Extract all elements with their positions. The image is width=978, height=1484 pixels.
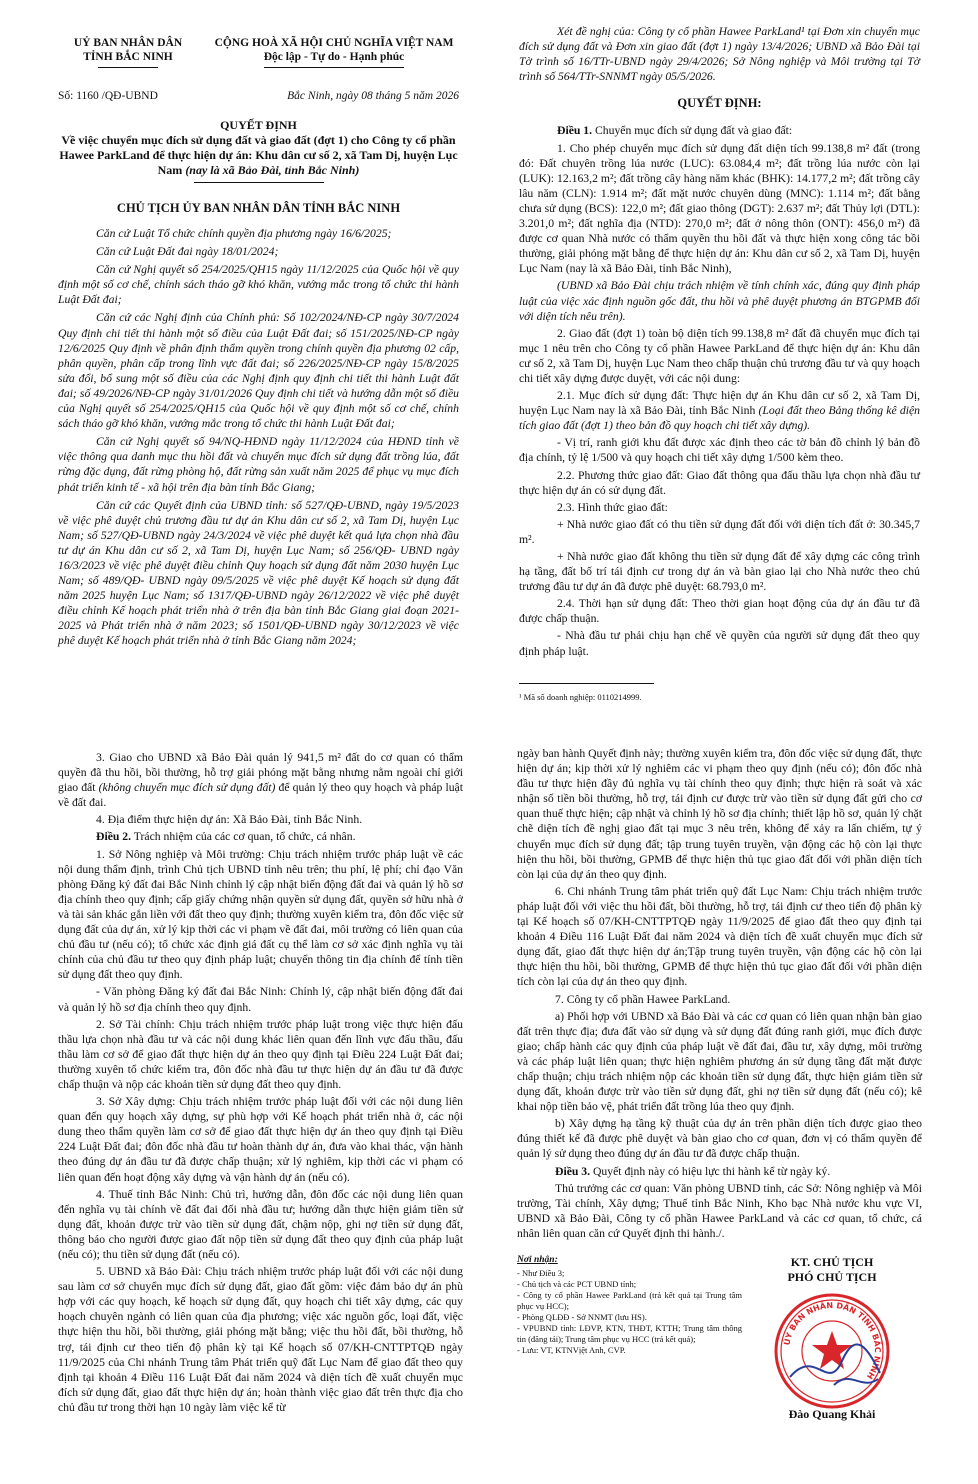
subject-underline bbox=[194, 182, 324, 183]
recipient-item: - Như Điều 3; bbox=[517, 1268, 565, 1278]
seal-stamp-icon bbox=[770, 1289, 894, 1413]
article-1-clause-2-4: 2.4. Thời hạn sử dụng đất: Theo thời gian hoạt động của dự án đầu tư đã được chấp thuận. bbox=[519, 597, 920, 626]
page-2 bbox=[489, 0, 978, 742]
article-2-item-7: 7. Công ty cổ phần Hawee ParkLand. bbox=[555, 992, 731, 1006]
article-1-clause-3: 3. Giao cho UBND xã Bảo Đài quản lý 941,5 m² đất do cơ quan có thẩm quyền đã thu hồi, bồi thường, hỗ trợ giải phóng mặt bằng nhưng nằm ngoài chỉ giới giao đất (không chuyển mục đích sử dụng đất) để quản lý theo quy hoạch và pháp luật về đất đai. bbox=[58, 751, 463, 810]
decision-heading: QUYẾT ĐỊNH: bbox=[677, 96, 762, 111]
signature-section bbox=[517, 1255, 922, 1422]
authority-underline bbox=[98, 67, 158, 68]
preamble-item: Căn cứ Nghị quyết số 254/2025/QH15 ngày 11/12/2025 của Quốc hội về quy định một số cơ chế, chính sách tháo gỡ khó khăn, vướng mắc trong tổ chức thi hành Luật Đất đai; bbox=[58, 263, 459, 307]
preamble-item: Căn cứ các Quyết định của UBND tỉnh: số 527/QĐ-UBND, ngày 19/5/2023 về việc phê duyệt chủ trương đầu tư dự án Khu dân cư số 2, xã Tam Dị, huyện Lục Nam; số 527/QĐ-UBND ngày 24/3/2024 về việc phê duyệt kết quả lựa chọn nhà đầu tư dự án Khu dân cư số 2, xã Tam Dị, huyện Lục Nam; số 256/QĐ- UBND ngày 16/3/2023 về việc phê duyệt điều chỉnh Quy hoạch sử dụng đất năm 2030 huyện Lục Nam; số 489/QĐ- UBND ngày 09/5/2025 về việc phê duyệt Kế hoạch sử dụng đất năm 2025 huyện Lục Nam; số 1317/QĐ-UBND ngày 26/12/2022 về việc phê duyệt điều chỉnh Kế hoạch phát triển nhà ở trên địa bàn tỉnh Bắc Giang giai đoạn 2021-2025 và Phát triển nhà ở năm 2023; số 1501/QĐ-UBND ngày 30/12/2023 về việc phê duyệt Kế hoạch phát triển nhà ở tỉnh Bắc Giang năm 2024; bbox=[58, 498, 459, 648]
preamble-item: Căn cứ Luật Tổ chức chính quyền địa phương ngày 16/6/2025; bbox=[96, 227, 392, 240]
recipient-item: - VPUBND tỉnh: LĐVP, KTN, THĐT, KTTH; Trung tâm thông tin (đăng tải); Trung tâm phục vụ HCC (trả kết quả); bbox=[517, 1323, 742, 1344]
footnote-separator bbox=[519, 683, 654, 684]
article-2-item-1: 1. Sở Nông nghiệp và Môi trường: Chịu trách nhiệm trước pháp luật về các nội dung thẩm định, trình Chủ tịch UBND tỉnh nêu trên; thu phí, lệ phí; chỉ đạo Văn phòng Đăng ký đất đai Bắc Ninh chỉnh lý cập nhật biến động đất đai và quản lý hồ sơ địa chính theo quy định; cấp giấy chứng nhận quyền sử dụng đất, quyền sở hữu nhà ở và tài sản khác gắn liền với đất theo quy định; thường xuyên kiểm tra, đôn đốc việc sử dụng đất của dự án, xử lý kịp thời các vi phạm về đất đai, môi trường có liên quan của chủ đầu tư (nếu có); tổ chức xác định giá đất cụ thể làm cơ sở xác định nghĩa vụ tài chính của chủ đầu tư theo quy định pháp luật; chuyển thông tin địa chính để tính tiền sử dụng đất theo quy định. bbox=[58, 847, 463, 982]
footnote: ¹ Mã số doanh nghiệp: 0110214999. bbox=[519, 691, 642, 702]
national-motto: Độc lập - Tự do - Hạnh phúc bbox=[263, 51, 405, 63]
signer-role-1: KT. CHỦ TỊCH bbox=[790, 1255, 874, 1269]
recipient-item: - Phòng QLĐĐ - Sở NNMT (lưu HS). bbox=[517, 1312, 647, 1322]
article-1-clause-2: 2. Giao đất (đợt 1) toàn bộ diện tích 99.138,8 m² đất đã chuyển mục đích tại mục 1 nêu trên cho Công ty cổ phần Hawee ParkLand để thực hiện dự án: Khu dân cư số 2, xã Tam Dị, huyện Lục Nam theo chấp thuận chủ trương đầu tư và quy hoạch chi tiết xây dựng được duyệt, với các nội dung: bbox=[519, 326, 920, 385]
article-2-item-5: 5. UBND xã Bảo Đài: Chịu trách nhiệm trước pháp luật đối với các nội dung sau làm cơ sở chuyển mục đích sử dụng đất, giao đất gồm: việc đảm bảo dự án phù hợp với các quy hoạch, kế hoạch sử dụng đất, quy hoạch chi tiết xây dựng, các quy hoạch chuyên ngành có liên quan của địa phương; việc xác nguồn gốc, loại đất, việc thực hiện thu hồi, bồi thường, giải phóng mặt bằng; việc thu hồi đất, bồi thường, hỗ trợ, tái định cư theo tiến độ phân kỳ tại Kế hoạch số 07/KH-CNTTPTQĐ ngày 11/9/2025 của Chi nhánh Trung tâm Phát triển quỹ đất Lục Nam để giao đất theo quy định tại khoản 4 Điều 116 Luật Đất đai năm 2024 và diện tích đề xuất chuyển mục đích sử dụng đất, giao đất thực hiện dự án; hoàn thành việc giao đất trên thực địa cho chủ đầu tư trong thời hạn 10 ngày làm việc kể từ bbox=[58, 1265, 463, 1414]
seal-text: ỦY BAN NHÂN DÂN TỈNH BẮC NINH bbox=[782, 1300, 883, 1381]
article-1-clause-2-4-b: - Nhà đầu tư phải chịu hạn chế về quyền của người sử dụng đất theo quy định pháp luật. bbox=[519, 629, 920, 658]
motto-underline bbox=[264, 67, 404, 68]
page-3 bbox=[0, 742, 489, 1484]
article-1-clause-2-2: 2.2. Phương thức giao đất: Giao đất thông qua đấu thầu lựa chọn nhà đầu tư thực hiện dự án có sử dụng đất. bbox=[519, 468, 920, 497]
article-1-clause-4: 4. Địa điểm thực hiện dự án: Xã Bảo Đài, tỉnh Bắc Ninh. bbox=[96, 813, 363, 827]
article-2-item-5-continued: ngày ban hành Quyết định này; thường xuyên kiểm tra, đôn đốc việc sử dụng đất, thực hiện dự án; kịp thời xử lý nghiêm các vi phạm theo quy định (nếu có); đôn đốc nhà đầu tư thực hiện đầy đủ nghĩa vụ tài chính theo quy định; thực hiện rà soát và xác nhận số tiền bồi thường, hỗ trợ, tái định cư được trừ vào tiền sử dụng đất gửi cho cơ quan thuế thực hiện; cập nhật và chỉnh lý hồ sơ địa chính; thiết lập hồ sơ, quản lý chặt chẽ diện tích đề nghị giao đất tại mục 3 nêu trên, không để xảy ra lấn chiếm, tự ý chuyển mục đích sử dụng đất; tập trung tuyên truyền, vận động các hộ còn lại thực hiện thu hồi, bồi thường, GPMB để thực hiện thủ tục giao đất đối với phần diện tích còn lại của dự án theo quy định. bbox=[517, 747, 922, 881]
chairman-heading: CHỦ TỊCH ỦY BAN NHÂN DÂN TỈNH BẮC NINH bbox=[116, 201, 401, 215]
article-1-clause-1: 1. Cho phép chuyển mục đích sử dụng đất diện tích 99.138,8 m² đất (trong đó: Đất chuyên trồng lúa nước (LUC): 63.084,4 m²; đất trồng lúa nước còn lại (LUK): 12.163,2 m²; đất trồng cây hàng năm khác (BHK): 14.177,2 m²; đất trồng cây lâu năm (CLN): 1.914 m²; đất mặt nước chuyên dùng (MNC): 1.114 m²; đất bằng chưa sử dụng (BCS): 122,0 m²; đất giao thông (DGT): 2.637 m²; đất Thủy lợi (DTL): 3.201,0 m²; đất nghĩa địa (NTD): 270,0 m²; đất ở nông thôn (ONT): 456,0 m²) đã được cơ quan Nhà nước có thẩm quyền thu hồi đất và thực hiện xong công tác bồi thường, giải phóng mặt bằng để thực hiện dự án: Khu dân cư số 2, xã Tam Dị, huyện Lục Nam (nay là xã Bảo Đài, tỉnh Bắc Ninh), bbox=[519, 141, 920, 276]
official-seal bbox=[770, 1289, 894, 1413]
page-4 bbox=[489, 742, 978, 1484]
article-2-item-7-b: b) Xây dựng hạ tầng kỹ thuật của dự án trên phần diện tích được giao theo đúng thiết kế đã được phê duyệt và bàn giao cho cơ quan, đơn vị có thẩm quyền để quản lý sử dụng theo đúng dự án đầu tư đã được chấp thuận. bbox=[517, 1117, 922, 1161]
article-1-clause-1-note: (UBND xã Bảo Đài chịu trách nhiệm về tính chính xác, đúng quy định pháp luật của việc xác định nguồn gốc đất, thu hồi và phê duyệt phương án BTGPMB đối với diện tích nêu trên). bbox=[519, 279, 920, 323]
article-3: Điều 3. Quyết định này có hiệu lực thi hành kể từ ngày ký. bbox=[555, 1164, 831, 1178]
article-1-clause-2-3-a: + Nhà nước giao đất có thu tiền sử dụng đất đối với diện tích đất ở: 30.345,7 m². bbox=[519, 517, 920, 546]
recipient-item: - Công ty cổ phần Hawee ParkLand (trả kết quả tại Trung tâm phục vụ HCC); bbox=[517, 1290, 742, 1311]
signature-block bbox=[742, 1255, 922, 1422]
signer-name: Đào Quang Khải bbox=[788, 1407, 876, 1421]
nation-name: CỘNG HOÀ XÃ HỘI CHỦ NGHĨA VIỆT NAM bbox=[214, 37, 454, 49]
national-title bbox=[209, 36, 459, 68]
preamble-item: Căn cứ Luật Đất đai ngày 18/01/2024; bbox=[96, 245, 279, 259]
execution-clause: Thủ trưởng các cơ quan: Văn phòng UBND tỉnh, các Sở: Nông nghiệp và Môi trường, Tài chính, Xây dựng; Thuế tỉnh Bắc Ninh, Kho bạc Nhà nước khu vực VI, UBND xã Bảo Đài, Công ty cổ phần Hawee ParkLand và các cơ quan, tổ chức, cá nhân liên quan căn cứ Quyết định thi hành./. bbox=[517, 1181, 922, 1240]
document-date: Bắc Ninh, ngày 08 tháng 5 năm 2026 bbox=[287, 90, 459, 102]
article-2-item-6: 6. Chi nhánh Trung tâm phát triển quỹ đất Lục Nam: Chịu trách nhiệm trước pháp luật đối với việc thu hồi đất, bồi thường, hỗ trợ, tái định cư theo tiến độ phân kỳ tại Kế hoạch số 07/KH-CNTTPTQĐ ngày 11/9/2025 để giao đất theo quy định tại khoản 4 Điều 116 Luật Đất đai năm 2024 và diện tích đề xuất chuyển mục đích sử dụng đất, giao đất thực hiện dự án;Tập trung tuyên truyền, vận động các hộ còn lại thực hiện thu hồi, bồi thường, GPMB để thực hiện thủ tục giao đất đối với phần diện tích còn lại của dự án theo quy định. bbox=[517, 884, 922, 989]
article-2-item-1-b: - Văn phòng Đăng ký đất đai Bắc Ninh: Chỉnh lý, cập nhật biến động đất đai và quản lý hồ sơ địa chính theo quy định. bbox=[58, 985, 463, 1014]
page-1 bbox=[0, 0, 489, 742]
document-subject: Về việc chuyển mục đích sử dụng đất và giao đất (đợt 1) cho Công ty cổ phần Hawee ParkLand để thực hiện dự án: Khu dân cư số 2, xã Tam Dị, huyện Lục Nam (nay là xã Bảo Đài, tỉnh Bắc Ninh) bbox=[59, 133, 458, 177]
issuing-authority: UỶ BAN NHÂN DÂN TỈNH BẮC NINH bbox=[58, 36, 198, 68]
signer-role-2: PHÓ CHỦ TỊCH bbox=[787, 1270, 877, 1284]
document-number: Số: 1160 /QĐ-UBND bbox=[58, 90, 158, 102]
article-1-clause-2-3: 2.3. Hình thức giao đất: bbox=[557, 500, 668, 514]
article-2-heading: Điều 2. Trách nhiệm của các cơ quan, tổ chức, cá nhân. bbox=[96, 830, 356, 844]
preamble-item: Căn cứ các Nghị định của Chính phủ: Số 102/2024/NĐ-CP ngày 30/7/2024 Quy định chi tiết thi hành một số điều của Luật Đất đai; số 151/2025/NĐ-CP ngày 12/6/2025 Quy định về phân định thẩm quyền trong chính quyền địa phương 02 cấp, phân quyền, phân cấp trong lĩnh vực đất đai; số 226/2025/NĐ-CP ngày 15/8/2025 sửa đổi, bổ sung một số điều của các Nghị định quy định chi tiết thi hành Luật đất đai; số 49/2026/NĐ-CP ngày 31/01/2026 Quy định chi tiết và hướng dẫn một số điều của Nghị quyết số 254/2025/QH15 của Quốc hội về quy định một số cơ chế, chính sách tháo gỡ khó khăn, vướng mắc trong tổ chức thi hành Luật Đất đai; bbox=[58, 311, 459, 431]
article-1-clause-2-3-b: + Nhà nước giao đất không thu tiền sử dụng đất để xây dựng các công trình hạ tầng, đất bố trí tái định cư trong dự án và bàn giao lại cho Nhà nước theo chủ trương đầu tư dự án đã được phê duyệt: 68.793,0 m². bbox=[519, 550, 920, 594]
article-2-item-3: 3. Sở Xây dựng: Chịu trách nhiệm trước pháp luật đối với các nội dung liên quan đến quy hoạch xây dựng, sự phù hợp với Kế hoạch phát triển nhà ở, các nội dung theo thẩm quyền làm cơ sở để giao đất thực hiện dự án theo quy định tại Điều 224 Luật Đất đai; đôn đốc nhà đầu tư hoàn thành dự án, đưa vào khai thác, vận hành theo đúng dự án đầu tư đã được chấp thuận; xử lý nghiêm, kịp thời các vi phạm có liên quan đến hoạt động xây dựng và vận hành dự án (nếu có). bbox=[58, 1095, 463, 1184]
article-1-clause-2-1-location: - Vị trí, ranh giới khu đất được xác định theo các tờ bản đồ chỉnh lý bản đồ địa chính, tỷ lệ 1/500 và quy hoạch chi tiết xây dựng 1/500 kèm theo. bbox=[519, 436, 920, 465]
recipients-list bbox=[517, 1255, 742, 1422]
recipient-item: - Chủ tịch và các PCT UBND tỉnh; bbox=[517, 1279, 637, 1289]
proposal-paragraph: Xét đề nghị của: Công ty cổ phần Hawee ParkLand¹ tại Đơn xin chuyển mục đích sử dụng đất và Đơn xin giao đất (đợt 1) ngày 13/4/2026; UBND xã Bảo Đài tại Tờ trình số 16/TTr-UBND ngày 29/4/2026; Sở Nông nghiệp và Môi trường tại Tờ trình số 564/TTr-SNNMT ngày 05/5/2026. bbox=[519, 25, 920, 84]
article-1-heading: Điều 1. Chuyển mục đích sử dụng đất và giao đất: bbox=[557, 124, 793, 138]
article-2-item-2: 2. Sở Tài chính: Chịu trách nhiệm trước pháp luật trong việc thực hiện đấu thầu lựa chọn nhà đầu tư và các nội dung khác liên quan đến lĩnh vực đấu thầu, đấu thầu làm cơ sở để giao đất thực hiện dự án theo quy định tại Điều 224 Luật Đất đai; thường xuyên tổ chức kiểm tra, đôn đốc nhà đầu tư thực hiện dự án đầu tư đã được chấp thuận và nộp các khoản tiền sử dụng đất theo quy định. bbox=[58, 1017, 463, 1091]
document-meta bbox=[58, 90, 459, 102]
document-type: QUYẾT ĐỊNH bbox=[220, 118, 297, 132]
article-2-item-4: 4. Thuế tỉnh Bắc Ninh: Chủ trì, hướng dẫn, đôn đốc các nội dung liên quan đến nghĩa vụ tài chính về đất đai đối nhà đầu tư; hướng dẫn thực hiện giảm tiền sử dụng đất, khoản được trừ vào tiền sử dụng đất, chậm nộp, ghi nợ tiền sử dụng đất, thông báo cho người được giao đất nộp tiền sử dụng đất theo quy định của pháp luật (nếu có); thu tiền sử dụng đất (nếu có). bbox=[58, 1187, 463, 1261]
preamble bbox=[58, 226, 459, 649]
document-header bbox=[58, 36, 459, 68]
recipients-heading: Nơi nhận: bbox=[517, 1255, 558, 1265]
article-2-item-7-a: a) Phối hợp với UBND xã Bảo Đài và các cơ quan có liên quan nhận bàn giao đất trên thực địa; đưa đất vào sử dụng và sử dụng đất đúng ranh giới, mục đích được giao; chấp hành các quy định của pháp luật về đất đai, đầu tư, xây dựng, môi trường và các pháp luật liên quan; thực hiện nghiêm phương án sử dụng tầng đất mặt được chấp thuận; chịu trách nhiệm nộp các khoản tiền sử dụng đất, thực hiện giảm tiền sử dụng đất, khoản được trừ vào tiền sử dụng đất, ghi nợ tiền sử dụng đất (nếu có); kê khai nộp tiền bảo vệ, phát triển đất trồng lúa theo quy định. bbox=[517, 1009, 922, 1114]
article-1-clause-2-1: 2.1. Mục đích sử dụng đất: Thực hiện dự án Khu dân cư số 2, xã Tam Dị, huyện Lục Nam nay là xã Bảo Đài, tỉnh Bắc Ninh (Loại đất theo Bảng thống kê diện tích giao đất (đợt 1) theo bản đồ quy hoạch chi tiết xây dựng). bbox=[519, 389, 920, 433]
preamble-item: Căn cứ Nghị quyết số 94/NQ-HĐND ngày 11/12/2024 của HĐND tỉnh về việc thông qua danh mục thu hồi đất và chuyển mục đích sử dụng đất trồng lúa, đất rừng đặc dụng, đất rừng phòng hộ, đất rừng sản xuất năm 2025 để phục vụ mục đích phát triển kinh tế - xã hội trên địa bàn tỉnh Bắc Giang; bbox=[58, 435, 459, 494]
recipient-item: - Lưu: VT, KTNVịệt Anh, CVP. bbox=[517, 1345, 626, 1355]
